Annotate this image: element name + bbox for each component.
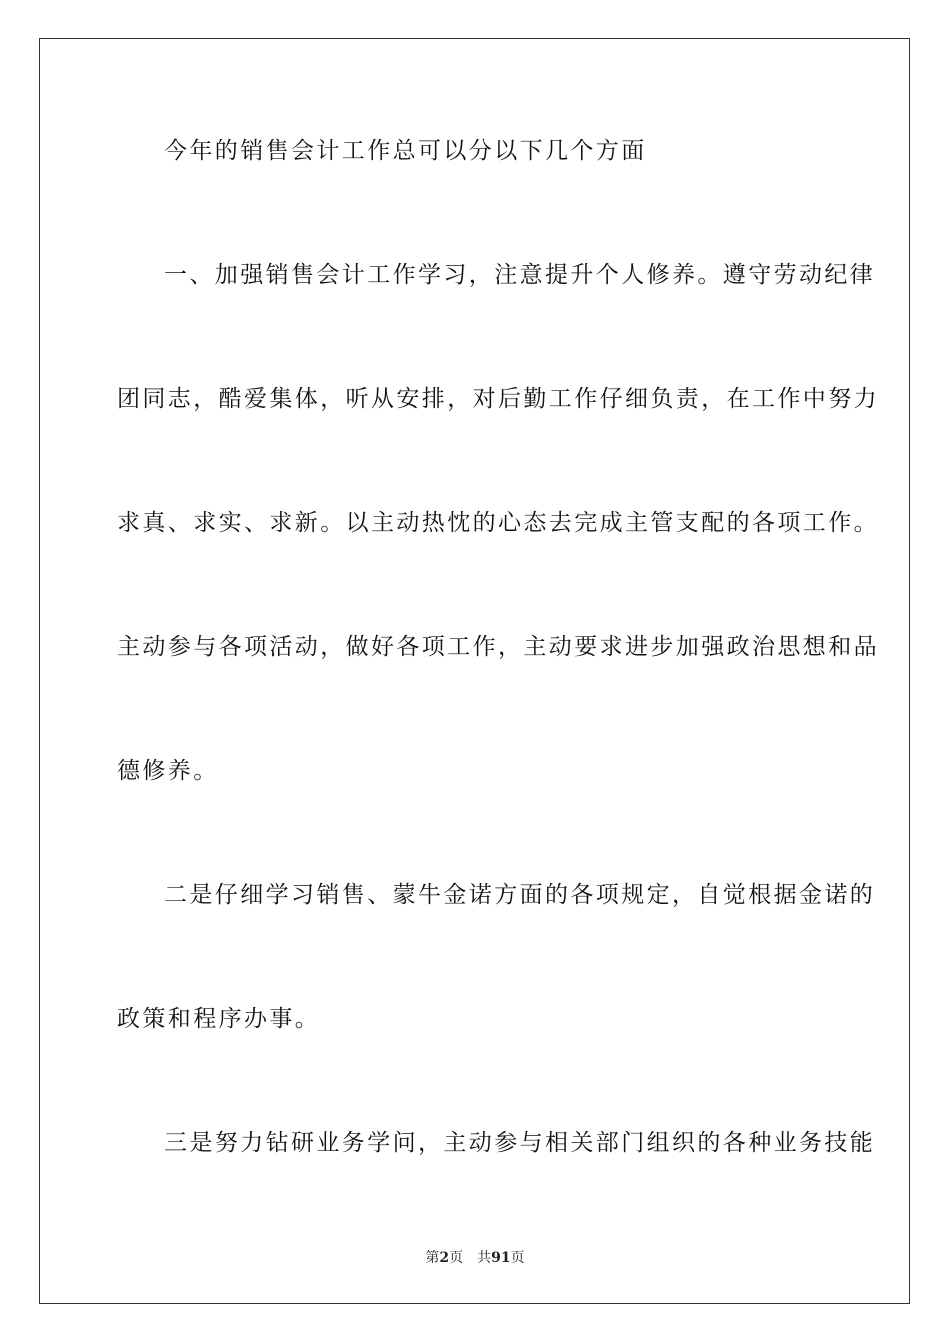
page-suffix: 页 [449,1250,464,1266]
paragraph-1-line-2: 团同志，酷爱集体，听从安排，对后勤工作仔细负责，在工作中努力 [117,386,879,412]
total-suffix: 页 [510,1250,525,1266]
paragraph-intro: 今年的销售会计工作总可以分以下几个方面 [164,138,647,164]
paragraph-1-line-1: 一、加强销售会计工作学习，注意提升个人修养。遵守劳动纪律 [164,262,876,288]
paragraph-1-line-4: 主动参与各项活动，做好各项工作，主动要求进步加强政治思想和品 [117,634,879,660]
page-prefix: 第 [425,1250,440,1266]
total-prefix: 共 [477,1250,492,1266]
paragraph-1-line-3: 求真、求实、求新。以主动热忱的心态去完成主管支配的各项工作。 [117,510,879,536]
page-number: 2 [439,1250,450,1266]
page-footer [0,1247,950,1267]
paragraph-3-line-1: 三是努力钻研业务学问，主动参与相关部门组织的各种业务技能 [164,1130,876,1156]
total-pages: 91 [491,1250,511,1266]
page-frame [39,38,910,1304]
paragraph-2-line-2: 政策和程序办事。 [117,1006,321,1032]
paragraph-2-line-1: 二是仔细学习销售、蒙牛金诺方面的各项规定，自觉根据金诺的 [164,882,876,908]
paragraph-1-line-5: 德修养。 [117,758,219,784]
